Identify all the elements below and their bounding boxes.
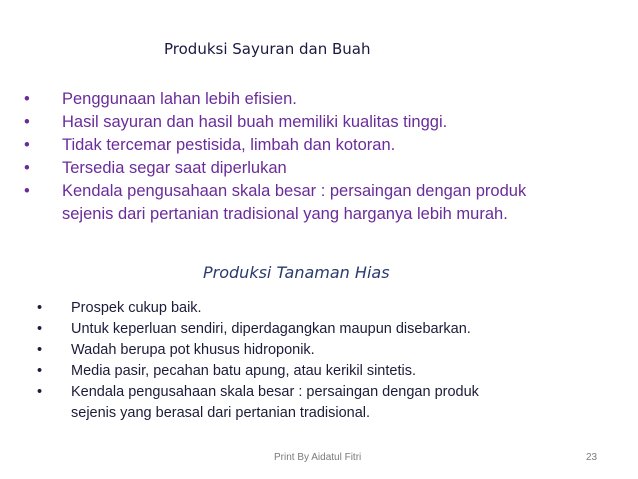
footer-credit: Print By Aidatul Fitri [274,452,362,463]
list-item [37,298,617,319]
section-2-bullet-list [37,298,617,424]
list-item [37,361,617,382]
list-item [24,88,624,111]
list-item [24,157,624,180]
list-item-text: Hasil sayuran dan hasil buah memiliki kualitas tinggi. [62,113,448,131]
list-item [24,180,624,226]
section-1-bullet-list [24,88,624,226]
list-item [37,340,617,361]
list-item [37,319,617,340]
bullet-icon: • [37,300,43,316]
list-item-text: Kendala pengusahaan skala besar : persaingan dengan produk [62,182,527,200]
list-item [24,111,624,134]
list-item-text: Kendala pengusahaan skala besar : persaingan dengan produk [71,384,479,400]
bullet-icon: • [24,182,30,200]
list-item-text: Wadah berupa pot khusus hidroponik. [71,342,315,358]
list-item-text: Prospek cukup baik. [71,300,202,316]
list-item-continuation: sejenis yang berasal dari pertanian tradisional. [71,405,371,421]
list-item-text: Tidak tercemar pestisida, limbah dan kotoran. [62,136,396,154]
list-item-text: Media pasir, pecahan batu apung, atau kerikil sintetis. [71,363,416,379]
bullet-icon: • [37,321,43,337]
list-item-text: Penggunaan lahan lebih efisien. [62,90,297,108]
bullet-icon: • [37,384,43,400]
bullet-icon: • [24,90,30,108]
page-number: 23 [586,452,598,463]
list-item [24,134,624,157]
bullet-icon: • [24,136,30,154]
bullet-icon: • [37,363,43,379]
list-item [37,382,617,424]
list-item-text: Tersedia segar saat diperlukan [62,159,287,177]
list-item-continuation: sejenis dari pertanian tradisional yang harganya lebih murah. [62,205,508,223]
section-2-title: Produksi Tanaman Hias [203,263,390,282]
list-item-text: Untuk keperluan sendiri, diperdagangkan maupun disebarkan. [71,321,471,337]
bullet-icon: • [24,159,30,177]
section-1-title: Produksi Sayuran dan Buah [164,40,371,58]
bullet-icon: • [24,113,30,131]
bullet-icon: • [37,342,43,358]
